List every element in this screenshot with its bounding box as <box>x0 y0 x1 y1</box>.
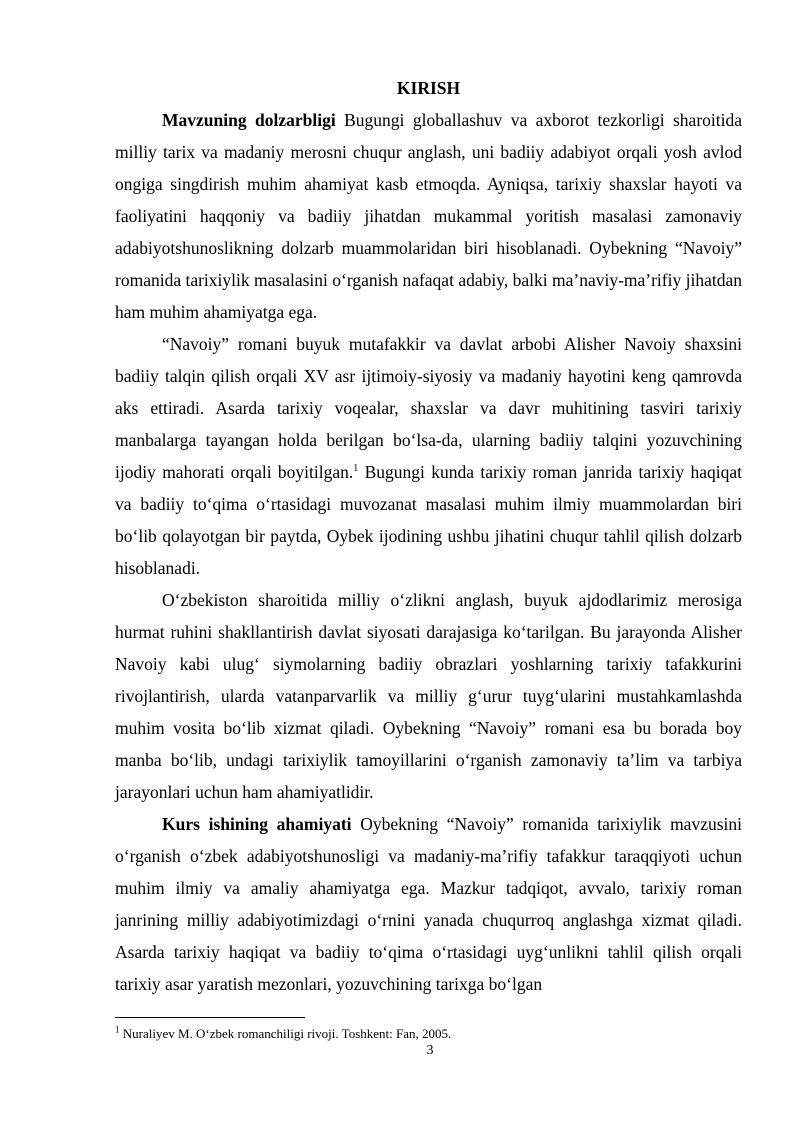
paragraph-text: O‘zbekiston sharoitida milliy o‘zlikni anglash, buyuk ajdodlarimiz merosiga hurmat ruhini shakllantirish davlat siyosati darajasiga ko‘tarilgan. Bu jarayonda Alisher Navoiy kabi ulug‘ siymolarning badiiy obrazlari yoshlarning tarixiy tafakkurini rivojlantirish, ularda vatanparvarlik va milliy g‘urur tuyg‘ularini mustahkamlashda muhim vosita bo‘lib xizmat qiladi. Oybekning “Navoiy” romani esa bu borada boy manba bo‘lib, undagi tarixiylik tamoyillarini o‘rganish zamonaviy ta’lim va tarbiya jarayonlari uchun ham ahamiyatlidir. <box>115 590 742 802</box>
document-body <box>115 72 742 1000</box>
footnote-divider <box>115 1017 305 1018</box>
footnote-marker: 1 <box>115 1024 120 1035</box>
paragraph-text: Oybekning “Navoiy” romanida tarixiylik mavzusini o‘rganish o‘zbek adabiyotshunosligi va madaniy-ma’rifiy tafakkur taraqqiyoti uchun muhim ilmiy va amaliy ahamiyatga ega. Mazkur tadqiqot, avvalo, tarixiy roman janrining milliy adabiyotimizdagi o‘rnini yanada chuqurroq anglashga xizmat qiladi. Asarda tarixiy haqiqat va badiiy to‘qima o‘rtasidagi uyg‘unlikni tahlil qilish orqali tarixiy asar yaratish mezonlari, yozuvchining tarixga bo‘lgan <box>115 814 742 994</box>
footnote <box>115 1025 742 1042</box>
paragraph-text: Bugungi kunda tarixiy roman janrida tarixiy haqiqat va badiiy to‘qima o‘rtasidagi muvozanat masalasi muhim ilmiy muammolardan biri bo‘lib qolayotgan bir paytda, Oybek ijodining ushbu jihatini chuqur tahlil qilish dolzarb hisoblanadi. <box>115 462 743 578</box>
paragraph-relevance <box>115 104 742 328</box>
paragraph-text: Bugungi globallashuv va axborot tezkorligi sharoitida milliy tarix va madaniy merosni chuqur anglash, uni badiiy adabiyot orqali yosh avlod ongiga singdirish muhim ahamiyat kasb etmoqda. Ayniqsa, tarixiy shaxslar hayoti va faoliyatini haqqoniy va badiiy jihatdan mukammal yoritish masalasi zamonaviy adabiyotshunoslikning dolzarb muammolaridan biri hisoblanadi. Oybekning “Navoiy” romanida tarixiylik masalasini o‘rganish nafaqat adabiy, balki ma’naviy-ma’rifiy jihatdan ham muhim ahamiyatga ega. <box>115 110 742 322</box>
paragraph-significance <box>115 808 742 1000</box>
paragraph-novel <box>115 328 742 584</box>
paragraph-lead-significance: Kurs ishining ahamiyati <box>162 814 352 834</box>
paragraph-uzbekistan <box>115 584 742 808</box>
section-title: KIRISH <box>396 78 461 98</box>
page-number: 3 <box>426 1043 434 1058</box>
paragraph-lead-relevance: Mavzuning dolzarbligi <box>162 110 336 130</box>
paragraph-text: “Navoiy” romani buyuk mutafakkir va davlat arbobi Alisher Navoiy shaxsini badiiy talqin qilish orqali XV asr ijtimoiy-siyosiy va madaniy hayotini keng qamrovda aks ettiradi. Asarda tarixiy voqealar, shaxslar va davr muhitining tasviri tarixiy manbalarga tayangan holda berilgan bo‘lsa-da, ularning badiiy talqini yozuvchining ijodiy mahorati orqali boyitilgan. <box>115 334 742 482</box>
footnote-reference[interactable]: 1 <box>353 463 359 475</box>
footnote-text: Nuraliyev M. O‘zbek romanchiligi rivoji. Toshkent: Fan, 2005. <box>119 1026 452 1041</box>
